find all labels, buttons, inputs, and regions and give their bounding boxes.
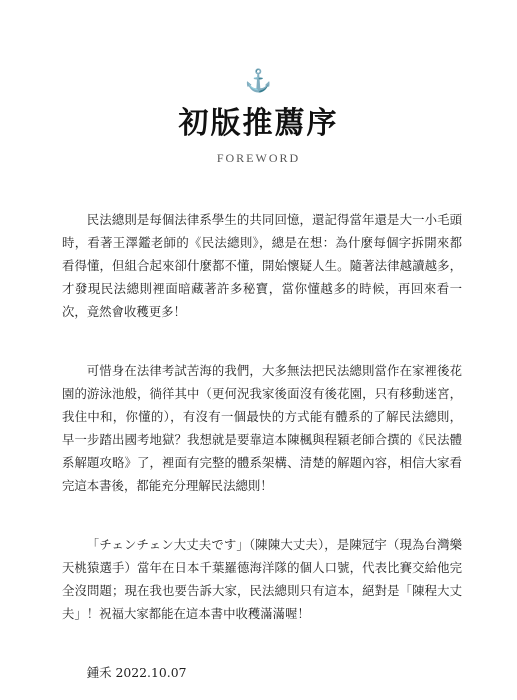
paragraph-1: 民法總則是每個法律系學生的共同回憶，還記得當年還是大一小毛頭時，看著王澤鑑老師的《民法總則》，總是在想：為什麼每個字拆開來都看得懂，但組合起來卻什麼都不懂，開始懷疑人生。隨著法律越讀越多，才發現民法總則裡面暗藏著許多秘寶，當你懂越多的時候，再回來看一次，竟然會收穫更多！ xyxy=(62,212,462,319)
paragraph-3: 「チェンチェン大丈夫です」（陳陳大丈夫），是陳冠宇（現為台灣樂天桃猿選手）當年在日本千葉羅德海洋隊的個人口號，代表比賽交給他完全沒問題；現在我也要告訴大家，民法總則只有這本，絕對是「陳程大丈夫」！祝福大家都能在這本書中收穫滿滿喔！ xyxy=(62,537,462,621)
foreword-body xyxy=(62,208,462,684)
author-signature: 鍾禾 2022.10.07 xyxy=(86,665,187,680)
anchor-icon: ⚓ xyxy=(244,69,273,94)
paragraph-2: 可惜身在法律考試苦海的我們，大多無法把民法總則當作在家裡後花園的游泳池般，徜徉其中（更何況我家後面沒有後花園，只有移動迷宮，我住中和，你懂的），有沒有一個最快的方式能有體系的了解民法總則，早一步踏出國考地獄？我想就是要靠這本陳楓與程穎老師合撰的《民法體系解題攻略》了，裡面有完整的體系架構、清楚的解題內容，相信大家看完這本書後，都能充分理解民法總則！ xyxy=(62,363,462,493)
page-title: 初版推薦序 xyxy=(178,106,339,141)
page-subtitle: FOREWORD xyxy=(216,151,301,165)
